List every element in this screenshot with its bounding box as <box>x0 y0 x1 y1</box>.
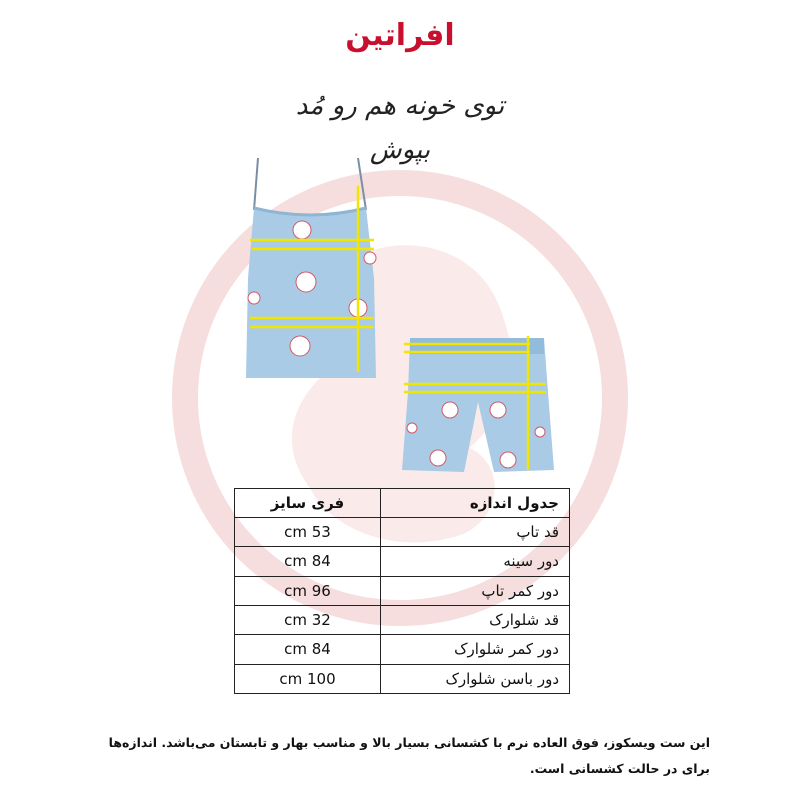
table-row <box>235 605 570 634</box>
table-row <box>235 576 570 605</box>
measurement-name: دور باسن شلوارک <box>381 664 570 693</box>
table-row <box>235 635 570 664</box>
measurement-value: 84 cm <box>235 547 381 576</box>
measurement-name: قد تاپ <box>381 518 570 547</box>
measurement-name: دور کمر شلوارک <box>381 635 570 664</box>
product-description: این ست ویسکوز، فوق العاده نرم با کشسانی بسیار بالا و مناسب بهار و تابستان می‌باشد. اندازه‌ها برای در حالت کشسانی است. <box>108 735 710 776</box>
measurement-value: 96 cm <box>235 576 381 605</box>
measurement-name: دور کمر تاپ <box>381 576 570 605</box>
header-size: فری سایز <box>235 489 381 518</box>
measurement-value: 100 cm <box>235 664 381 693</box>
size-table <box>234 488 570 694</box>
tagline: توی خونه هم رو مُد بپوش <box>295 91 505 165</box>
measurement-name: دور سینه <box>381 547 570 576</box>
table-row <box>235 664 570 693</box>
header-measurement: جدول اندازه <box>381 489 570 518</box>
table-row <box>235 518 570 547</box>
top-image <box>240 158 380 382</box>
measurement-value: 84 cm <box>235 635 381 664</box>
measurement-value: 32 cm <box>235 605 381 634</box>
table-row <box>235 547 570 576</box>
table-header-row <box>235 489 570 518</box>
measurement-value: 53 cm <box>235 518 381 547</box>
measurement-name: قد شلوارک <box>381 605 570 634</box>
brand-logo: افراتین <box>345 18 455 53</box>
shorts-image <box>398 332 556 476</box>
